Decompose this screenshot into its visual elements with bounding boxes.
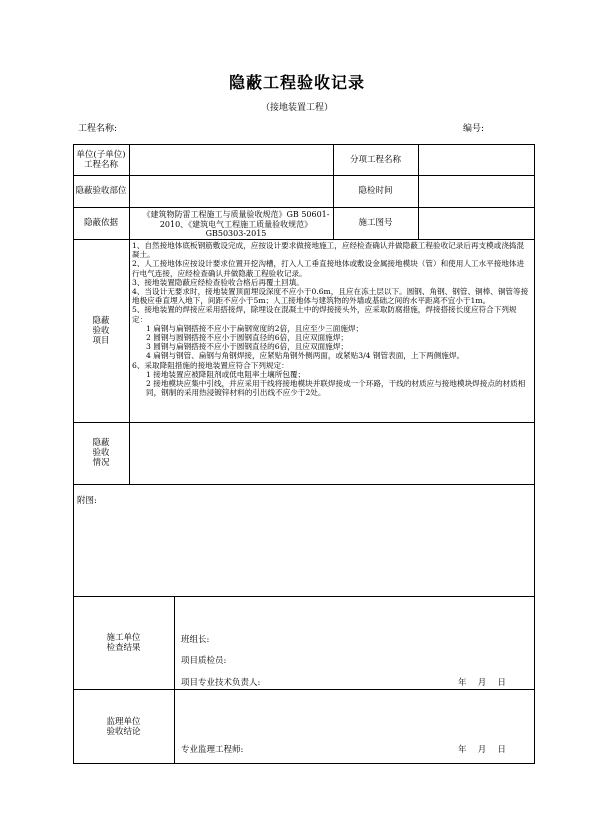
basis-label: 隐蔽依据	[83, 218, 118, 228]
list-item: 2、人工接地体应按设计要求位置开挖沟槽，打入人工垂直接地体或敷设金属接地模块（管）和使用人工水平接地体进行电气连接，应经检查确认并做隐蔽工程验收记录。	[132, 259, 525, 278]
drawing-no-label: 施工图号	[358, 218, 393, 228]
unit-label: 单位(子单位) 工程名称	[76, 149, 126, 170]
status-label: 隐蔽 验收 情况	[92, 438, 110, 468]
list-item: 2 接地模块应集中引线，并应采用干线将接地模块并联焊接成一个环路，干线的材质应与接地模块焊接点的材质相同，钢制的采用热浸镀锌材料的引出线不应少于2处。	[146, 379, 526, 398]
list-item: 6、采取降阻措施的接地装置应符合下列规定：	[132, 360, 289, 370]
row-divider	[73, 484, 535, 485]
team-leader-label: 班组长:	[181, 635, 210, 645]
list-item: 1 接地装置应被降阻剂或低电阻率土壤所包覆；	[146, 369, 306, 379]
list-item: 5、接地装置的焊接应采用搭接焊，除埋设在混凝土中的焊接接头外，应采取防腐措施，焊接搭接长度应符合下列规定：	[132, 305, 517, 324]
tech-lead-label: 项目专业技术负责人:	[181, 678, 261, 688]
row-divider	[73, 207, 535, 208]
page-title: 隐蔽工程验收记录	[228, 73, 365, 92]
supervision-unit-label: 监理单位 验收结论	[106, 716, 141, 737]
list-item: 3 圆钢与扁钢搭接不应小于圆钢直径的6倍，且应双面施焊；	[146, 342, 348, 352]
construction-unit-label: 施工单位 检查结果	[106, 632, 141, 653]
col-divider	[129, 422, 130, 485]
number-label: 编号:	[463, 124, 485, 134]
basis-text: 《建筑物防雷工程施工与质量验收规范》GB 50601-2010、《建筑电气工程施工质量验收规范》GB50303-2015	[142, 210, 330, 238]
hidden-part-label: 隐蔽验收部位	[75, 186, 127, 196]
list-item: 1 扁钢与扁钢搭接不应小于扁钢宽度的2倍，且应至少三面施焊；	[146, 323, 364, 333]
page-subtitle: （接地装置工程）	[260, 103, 333, 113]
project-name-label: 工程名称:	[78, 124, 118, 134]
quality-inspector-label: 项目质检员:	[181, 656, 227, 666]
items-label: 隐蔽 验收 项目	[92, 315, 110, 346]
date-label: 年 月 日	[458, 745, 506, 755]
col-divider	[174, 596, 175, 764]
date-label: 年 月 日	[458, 678, 506, 688]
subproject-label: 分项工程名称	[349, 154, 401, 165]
list-item: 4、当设计无要求时，接地装置顶面埋设深度不应小于0.6m，且应在冻土层以下。圆钢、角钢、钢管、铜棒、铜管等接地极应垂直埋入地下，间距不应小于5m；人工接地体与建筑物的外墙或基础之间的水平距离不宜小于1m。	[132, 287, 529, 306]
supervisor-label: 专业监理工程师:	[181, 745, 244, 755]
col-divider	[418, 144, 419, 240]
list-item: 2 圆钢与圆钢搭接不应小于圆钢直径的6倍，且应双面施焊；	[146, 333, 348, 343]
attachment-label: 附图:	[77, 496, 97, 506]
row-divider	[73, 422, 535, 423]
items-list	[130, 240, 533, 422]
list-item: 4 扁钢与钢管、扁钢与角钢焊接，应紧贴角钢外侧两面，或紧贴3/4 钢管表面，上下两侧施焊。	[146, 351, 465, 361]
list-item: 3、接地装置隐蔽应经检查验收合格后再覆土回填。	[132, 277, 304, 287]
list-item: 1、自然接地体底板钢筋敷设完成，应按设计要求做接地施工，应经检查确认并做隐蔽工程验收记录后再支模或浇捣混凝土。	[132, 241, 525, 260]
inspect-time-label: 隐检时间	[358, 186, 393, 196]
row-divider	[73, 175, 535, 176]
